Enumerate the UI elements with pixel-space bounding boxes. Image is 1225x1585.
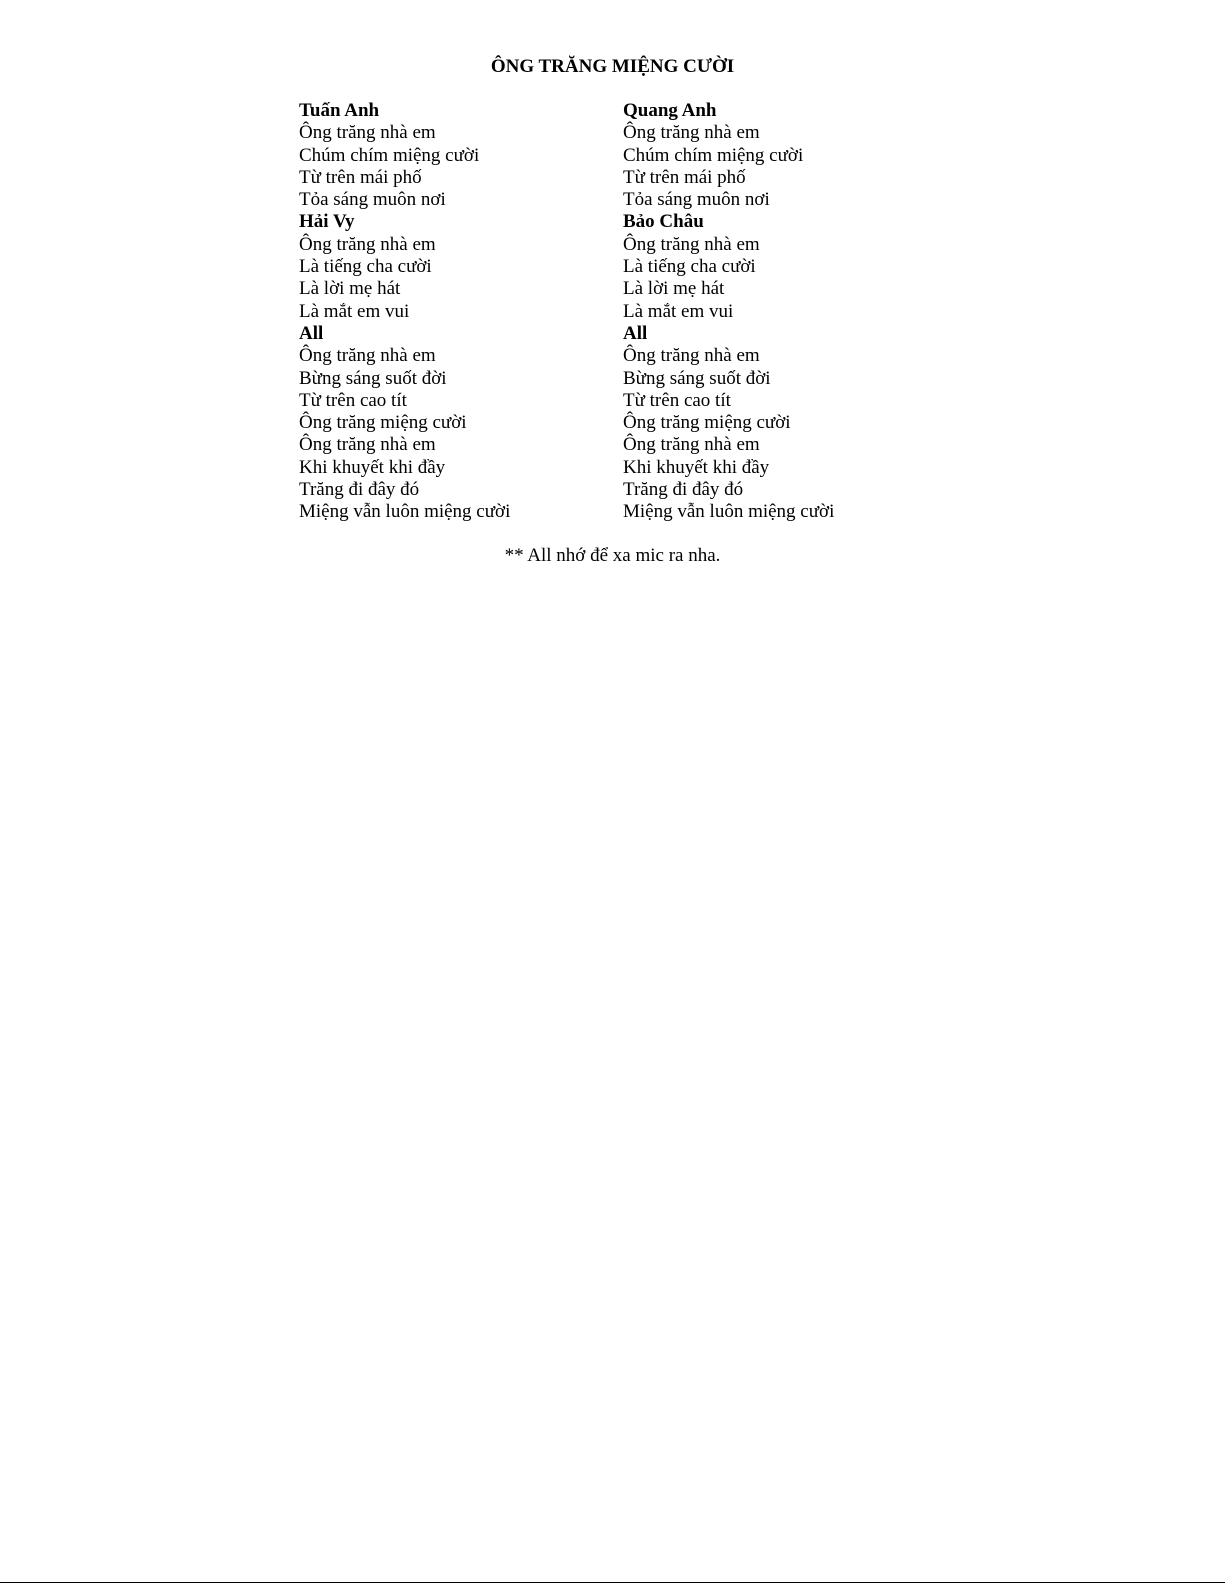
- lyric-line: Bừng sáng suốt đời: [623, 367, 771, 389]
- lyric-line: Là lời mẹ hát: [623, 278, 725, 300]
- speaker-label: Bảo Châu: [623, 211, 704, 233]
- speaker-label: Tuấn Anh: [299, 100, 380, 121]
- lyric-line: Miệng vẫn luôn miệng cười: [299, 501, 511, 523]
- lyric-line: Chúm chím miệng cười: [299, 144, 480, 166]
- speaker-label: All: [299, 322, 324, 344]
- lyric-line: Là lời mẹ hát: [299, 278, 401, 300]
- lyric-line: Ông trăng nhà em: [623, 345, 760, 367]
- footnote: ** All nhớ để xa mic ra nha.: [504, 545, 721, 566]
- lyric-line: Là tiếng cha cười: [299, 256, 432, 278]
- lyric-line: Tỏa sáng muôn nơi: [623, 189, 770, 211]
- lyric-line: Là mắt em vui: [299, 300, 410, 322]
- lyric-line: Từ trên cao tít: [299, 389, 407, 411]
- lyric-line: Là mắt em vui: [623, 300, 734, 322]
- lyric-line: Là tiếng cha cười: [623, 256, 756, 278]
- lyric-line: Ông trăng nhà em: [623, 233, 760, 255]
- lyric-line: Ông trăng miệng cười: [623, 412, 791, 434]
- speaker-label: All: [623, 322, 648, 344]
- lyric-line: Ông trăng nhà em: [623, 434, 760, 456]
- speaker-label: Hải Vy: [299, 211, 355, 233]
- document-title: ÔNG TRĂNG MIỆNG CƯỜI: [490, 56, 735, 77]
- lyric-line: Trăng đi đây đó: [623, 479, 744, 501]
- speaker-label: Quang Anh: [623, 100, 717, 121]
- lyric-line: Ông trăng nhà em: [299, 434, 436, 456]
- lyric-line: Chúm chím miệng cười: [623, 144, 804, 166]
- lyric-line: Ông trăng miệng cười: [299, 412, 467, 434]
- lyric-line: Tỏa sáng muôn nơi: [299, 189, 446, 211]
- lyrics-column-left: [299, 100, 619, 524]
- bottom-rule: [0, 1582, 1225, 1583]
- lyric-line: Bừng sáng suốt đời: [299, 367, 447, 389]
- lyric-line: Khi khuyết khi đầy: [299, 456, 446, 478]
- lyric-line: Từ trên mái phố: [299, 166, 422, 188]
- lyric-line: Ông trăng nhà em: [299, 233, 436, 255]
- lyric-line: Ông trăng nhà em: [299, 345, 436, 367]
- lyric-line: Từ trên mái phố: [623, 166, 746, 188]
- lyrics-column-right: [623, 100, 943, 524]
- lyric-line: Từ trên cao tít: [623, 389, 731, 411]
- lyric-line: Khi khuyết khi đầy: [623, 456, 770, 478]
- lyric-line: Trăng đi đây đó: [299, 479, 420, 501]
- lyric-line: Ông trăng nhà em: [623, 122, 760, 144]
- lyric-line: Miệng vẫn luôn miệng cười: [623, 501, 835, 523]
- lyric-line: Ông trăng nhà em: [299, 122, 436, 144]
